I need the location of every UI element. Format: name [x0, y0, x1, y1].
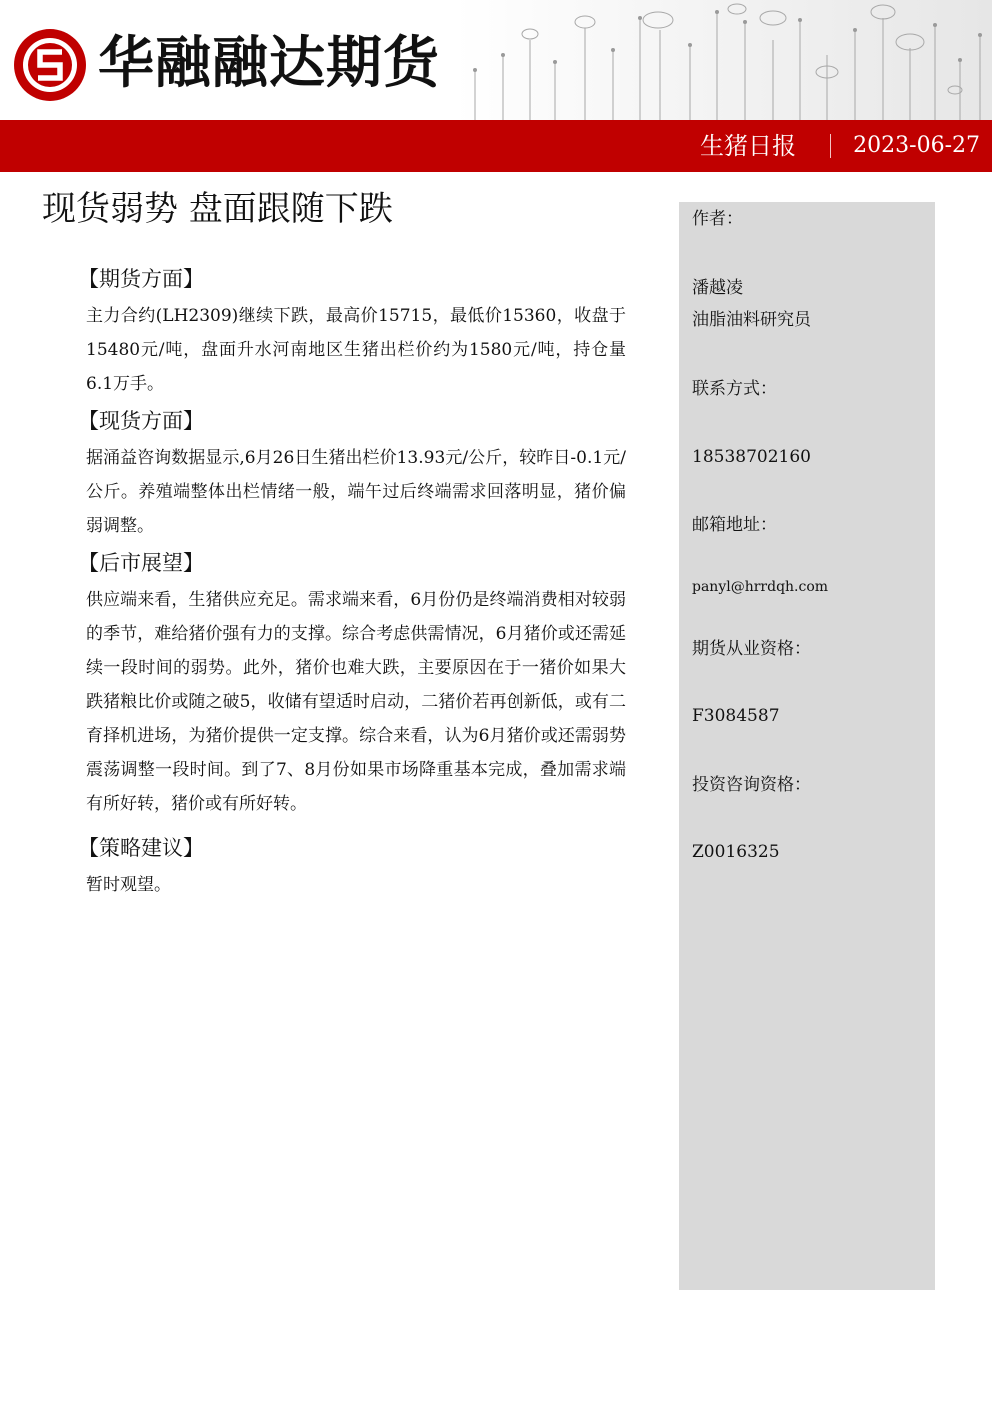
section-heading-strategy: 【策略建议】: [78, 836, 204, 860]
section-heading-spot: 【现货方面】: [78, 409, 204, 433]
section-heading-futures: 【期货方面】: [78, 267, 204, 291]
advisory-cert-label: 投资咨询资格：: [692, 775, 811, 795]
report-title-band: [0, 120, 992, 172]
futures-cert-label: 期货从业资格：: [692, 639, 811, 659]
email-label: 邮箱地址：: [692, 515, 777, 535]
header-decoration: [455, 0, 992, 120]
report-date: 2023-06-27: [853, 133, 980, 158]
section-paragraph-strategy: 暂时观望。: [86, 875, 171, 895]
author-label: 作者：: [692, 209, 743, 229]
report-body: [78, 262, 626, 902]
coin-s-logo-icon: [12, 27, 88, 103]
report-type: 生猪日报: [700, 132, 796, 160]
section-paragraph-spot: 据涌益咨询数据显示,6月26日生猪出栏价13.93元/公斤，较昨日-0.1元/公斤。养殖端整体出栏情绪一般，端午过后终端需求回落明显，猪价偏弱调整。: [86, 448, 626, 536]
section-heading-outlook: 【后市展望】: [78, 551, 204, 575]
author-title: 油脂油料研究员: [692, 310, 811, 330]
report-headline: 现货弱势 盘面跟随下跌: [42, 189, 393, 229]
report-header: [0, 0, 992, 120]
contact-label: 联系方式：: [692, 379, 777, 399]
phone-number: 18538702160: [692, 447, 811, 467]
band-divider: [830, 134, 831, 158]
email-address: panyl@hrrdqh.com: [692, 579, 829, 595]
company-name: 华融融达期货: [98, 31, 440, 96]
section-paragraph-outlook: 供应端来看，生猪供应充足。需求端来看，6月份仍是终端消费相对较弱的季节，难给猪价强有力的支撑。综合考虑供需情况，6月猪价或还需延续一段时间的弱势。此外，猪价也难大跌，主要原因在于一猪价如果大跌猪粮比价或随之破5，收储有望适时启动，二猪价若再创新低，或有二育择机进场，为猪价提供一定支撑。综合来看，认为6月猪价或还需弱势震荡调整一段时间。到了7、8月份如果市场降重基本完成，叠加需求端有所好转，猪价或有所好转。: [86, 590, 626, 814]
section-paragraph-futures: 主力合约(LH2309)继续下跌，最高价15715，最低价15360，收盘于15480元/吨，盘面升水河南地区生猪出栏价约为1580元/吨，持仓量6.1万手。: [86, 306, 626, 394]
advisory-cert-number: Z0016325: [692, 842, 780, 862]
author-name: 潘越凌: [692, 278, 743, 298]
futures-cert-number: F3084587: [692, 706, 780, 726]
author-sidebar: [679, 202, 935, 1290]
